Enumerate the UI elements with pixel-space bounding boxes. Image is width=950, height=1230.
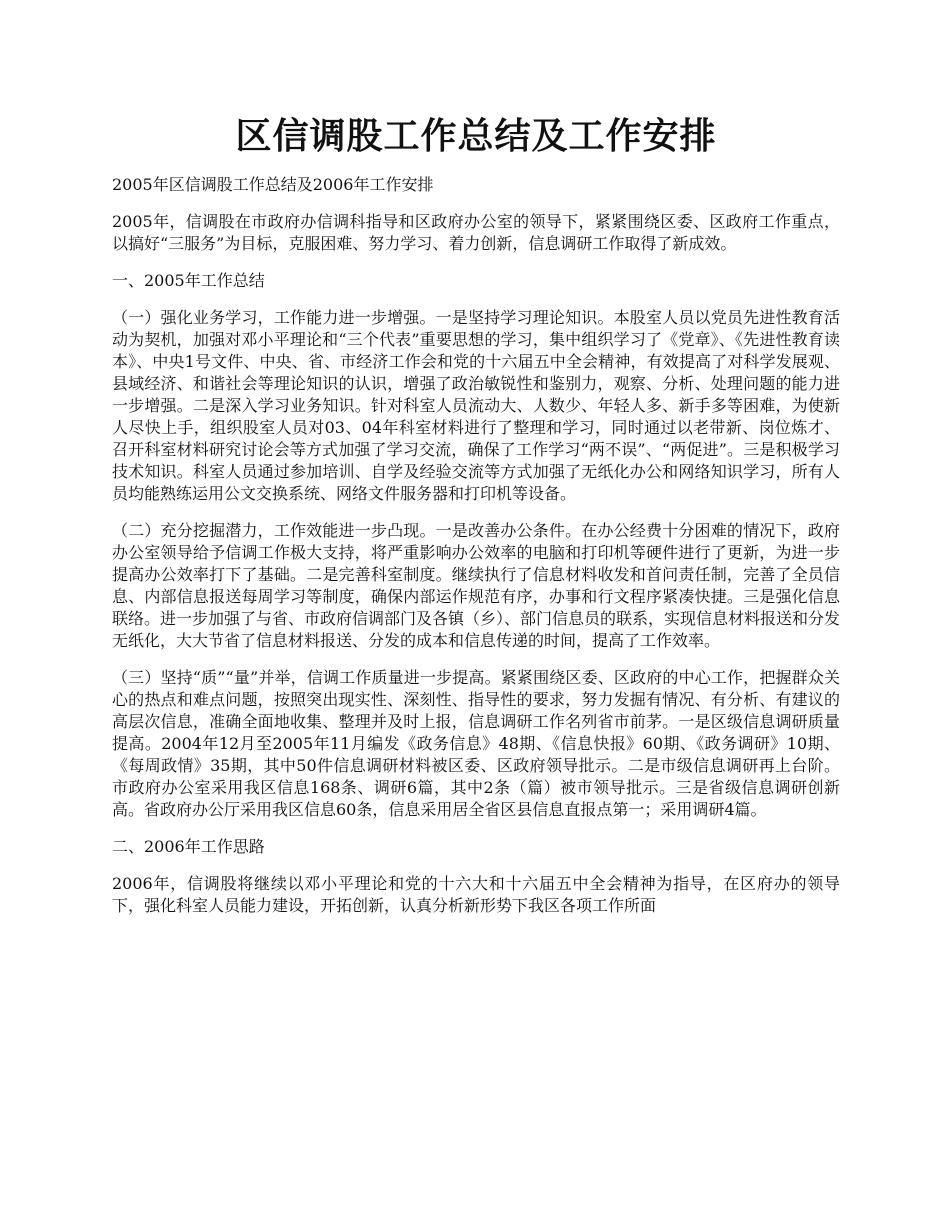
subtitle-paragraph: 2005年区信调股工作总结及2006年工作安排 xyxy=(112,175,434,194)
section-heading-summary: 一、2005年工作总结 xyxy=(112,271,265,290)
summary-paragraph-1: （一）强化业务学习，工作能力进一步增强。一是坚持学习理论知识。本股室人员以党员先进性教育活动为契机，加强对邓小平理论和“三个代表”重要思想的学习，集中组织学习了《党章》、《先进性教育读本》、中央1号文件、中央、省、市经济工作会和党的十六届五中全会精神，有效提高了对科学发展观、县域经济、和谐社会等理论知识的认识，增强了政治敏锐性和鉴别力，观察、分析、处理问题的能力进一步增强。二是深入学习业务知识。针对科室人员流动大、人数少、年轻人多、新手多等困难，为使新人尽快上手，组织股室人员对03、04年科室材料进行了整理和学习，同时通过以老带新、岗位炼才、召开科室材料研究讨论会等方式加强了学习交流，确保了工作学习“两不误”、“两促进”。三是积极学习技术知识。科室人员通过参加培训、自学及经验交流等方式加强了无纸化办公和网络知识学习，所有人员均能熟练运用公文交换系统、网络文件服务器和打印机等设备。 xyxy=(112,308,840,503)
plan-paragraph: 2006年，信调股将继续以邓小平理论和党的十六大和十六届五中全会精神为指导，在区府办的领导下，强化科室人员能力建设，开拓创新，认真分析新形势下我区各项工作所面 xyxy=(112,874,840,915)
summary-paragraph-3: （三）坚持“质”“量”并举，信调工作质量进一步提高。紧紧围绕区委、区政府的中心工作，把握群众关心的热点和难点问题，按照突出现实性、深刻性、指导性的要求，努力发掘有情况、有分析、有建议的高层次信息，准确全面地收集、整理并及时上报，信息调研工作名列省市前茅。一是区级信息调研质量提高。2004年12月至2005年11月编发《政务信息》48期、《信息快报》60期、《政务调研》10期、《每周政情》35期，其中50件信息调研材料被区委、区政府领导批示。二是市级信息调研再上台阶。市政府办公室采用我区信息168条、调研6篇，其中2条（篇）被市领导批示。三是省级信息调研创新高。省政府办公厅采用我区信息60条，信息采用居全省区县信息直报点第一；采用调研4篇。 xyxy=(112,668,840,819)
document-page xyxy=(112,108,840,932)
intro-paragraph: 2005年，信调股在市政府办信调科指导和区政府办公室的领导下，紧紧围绕区委、区政府工作重点，以搞好“三服务”为目标，克服困难、努力学习、着力创新，信息调研工作取得了新成效。 xyxy=(112,212,840,253)
summary-paragraph-2: （二）充分挖掘潜力，工作效能进一步凸现。一是改善办公条件。在办公经费十分困难的情况下，政府办公室领导给予信调工作极大支持，将严重影响办公效率的电脑和打印机等硬件进行了更新，为进一步提高办公效率打下了基础。二是完善科室制度。继续执行了信息材料收发和首问责任制，完善了全员信息、内部信息报送每周学习等制度，确保内部运作规范有序，办事和行文程序紧凑快捷。三是强化信息联络。进一步加强了与省、市政府信调部门及各镇（乡）、部门信息员的联系，实现信息材料报送和分发无纸化，大大节省了信息材料报送、分发的成本和信息传递的时间，提高了工作效率。 xyxy=(112,521,841,650)
document-title: 区信调股工作总结及工作安排 xyxy=(235,115,717,157)
section-heading-plan: 二、2006年工作思路 xyxy=(112,837,265,856)
